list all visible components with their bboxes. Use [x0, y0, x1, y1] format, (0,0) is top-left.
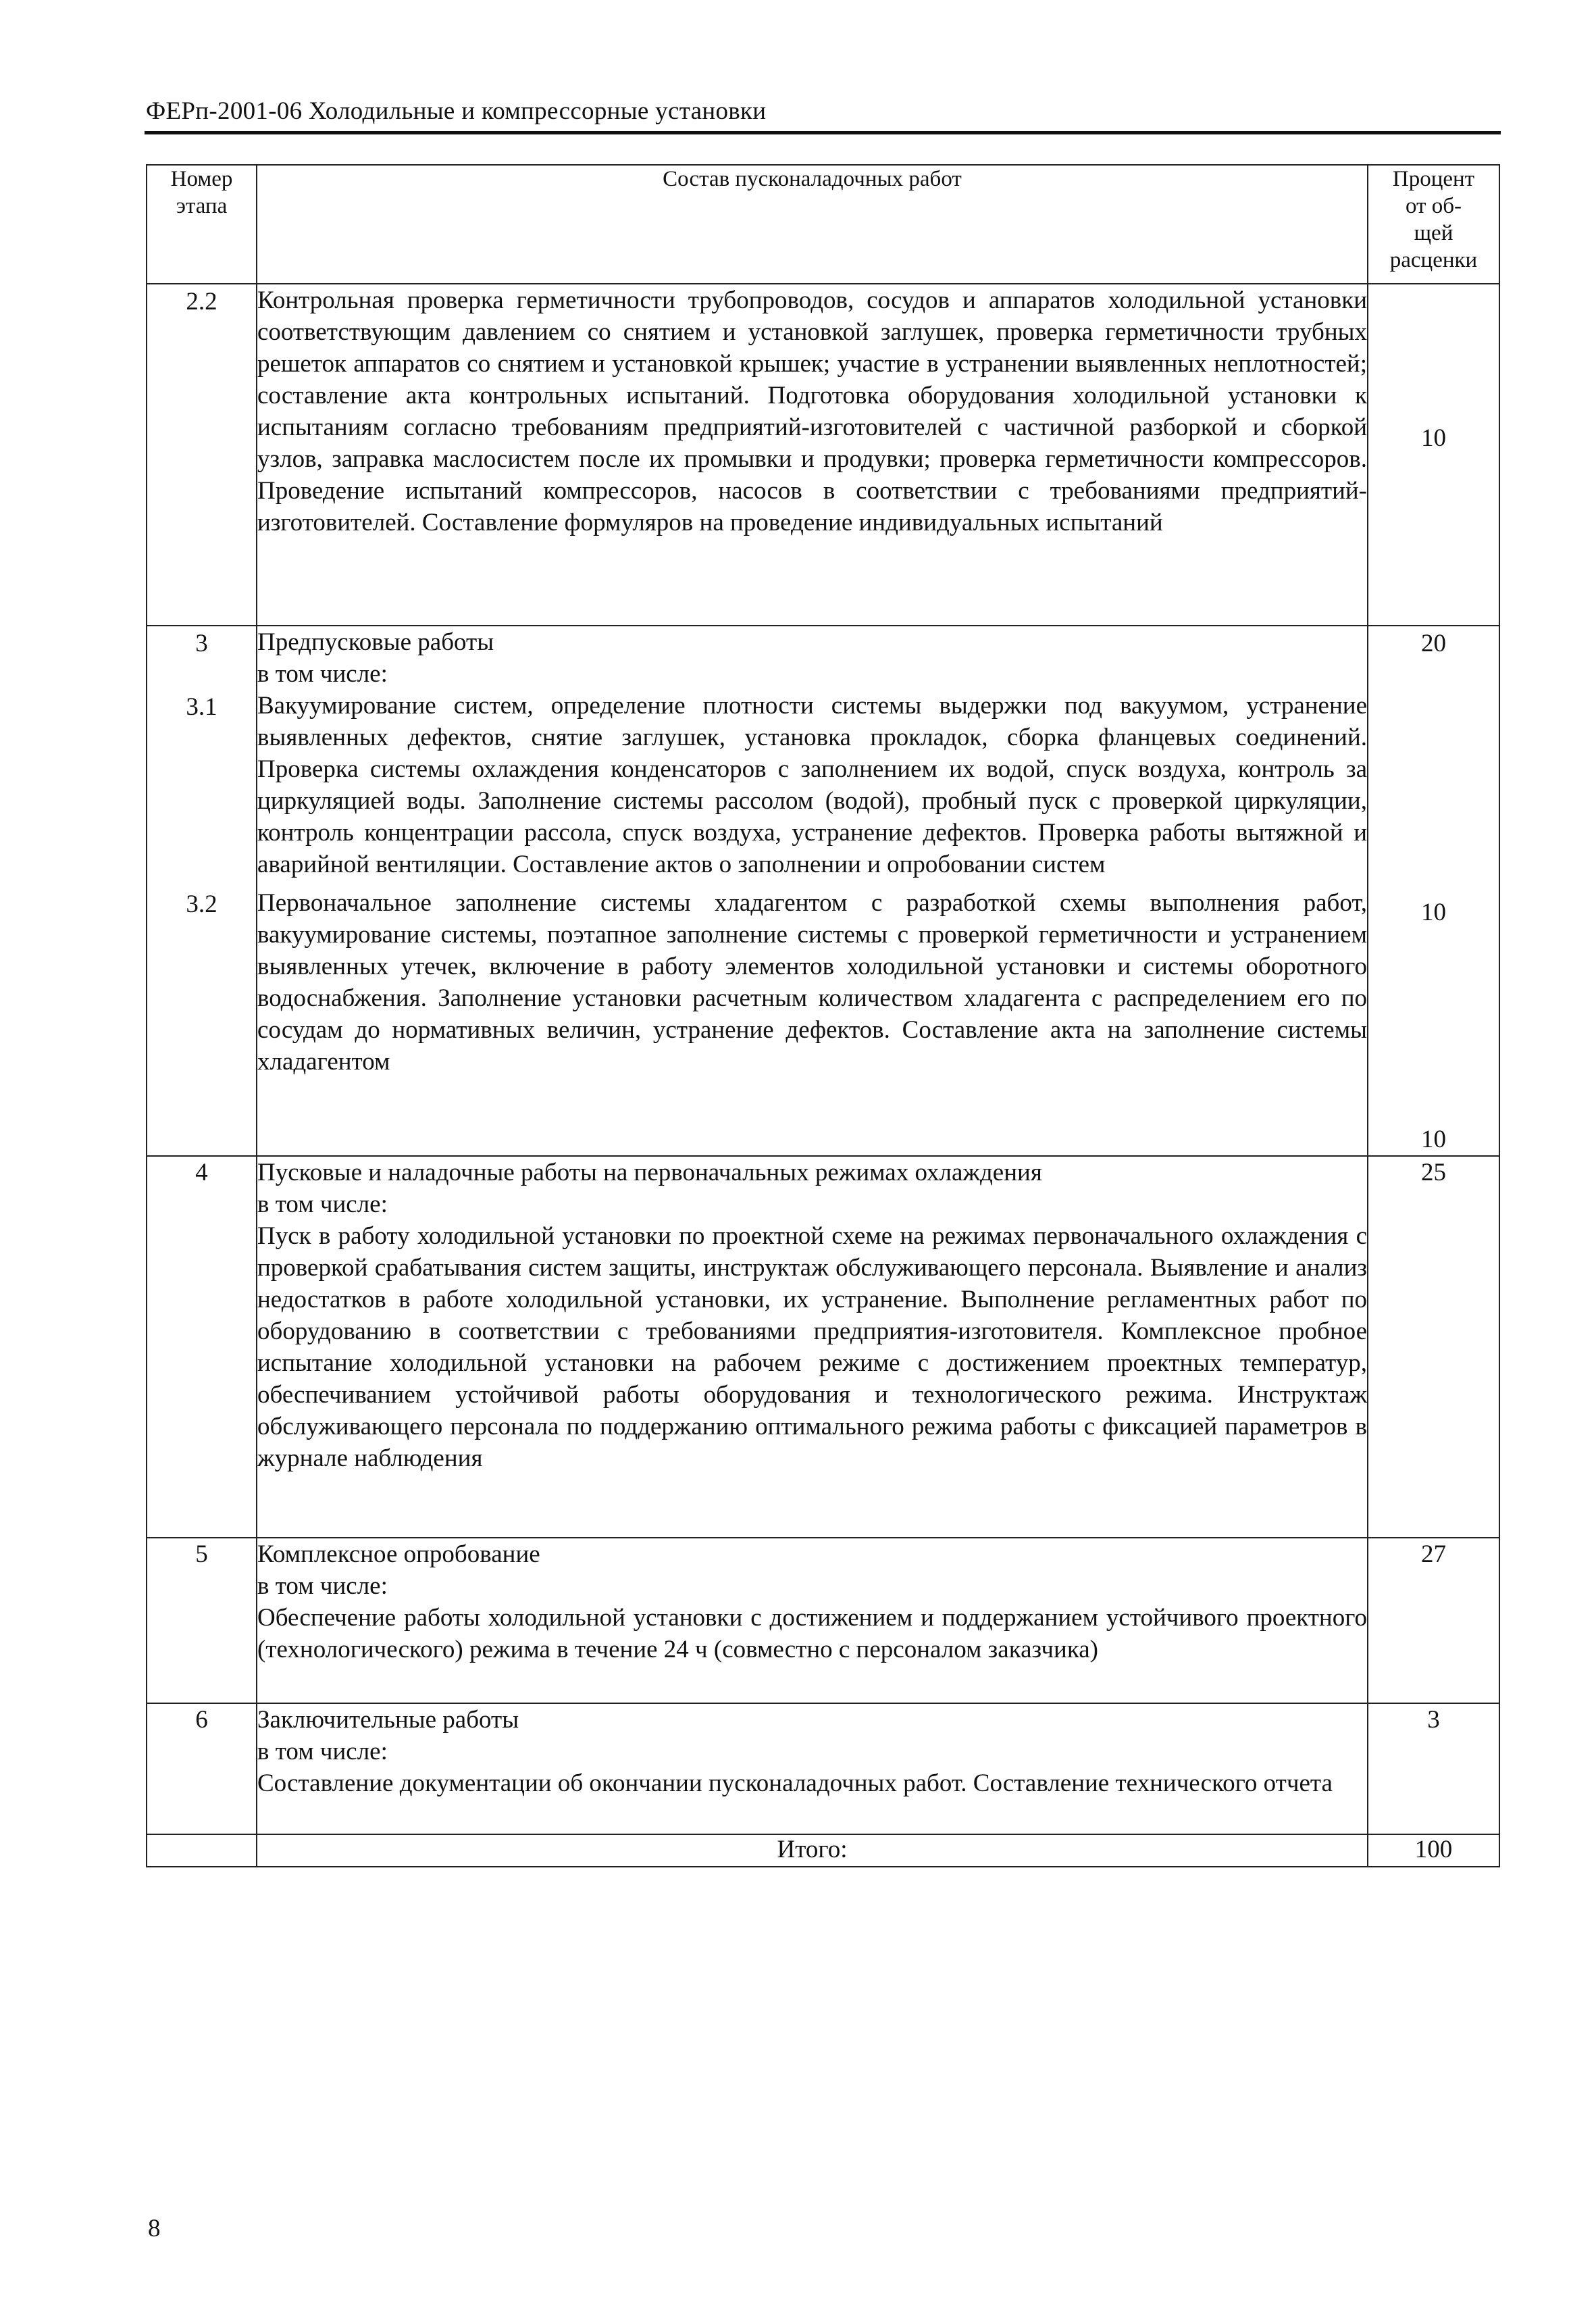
table-row — [147, 284, 1499, 626]
stage-description — [257, 1156, 1368, 1538]
header-stage-line: этапа — [176, 194, 228, 218]
stage-number: 2.2 — [147, 284, 257, 626]
substage-number: 3.1 — [186, 693, 217, 721]
header-percent-line: от об- — [1405, 194, 1462, 218]
including-label: в том числе: — [257, 1572, 388, 1600]
table-row — [147, 1156, 1499, 1538]
table-row — [147, 626, 1499, 1156]
stage-description — [257, 626, 1368, 1156]
substage-text: Вакуумирование систем, определение плотности системы выдержки под вакуумом, устранение выявленных дефектов, снятие заглушек, установка прокладок, сборка фланцевых соединений. Проверка системы охлаждения конденсаторов с заполнением их водой, спуск воздуха, контроль за циркуляцией воды. Заполнение системы рассолом (водой), пробный пуск с проверкой циркуляции, контроль концентрации рассола, спуск воздуха, устранение дефектов. Проверка работы вытяжной и аварийной вентиляции. Составление актов о заполнении и опробовании систем — [257, 692, 1367, 878]
stage-description — [257, 1703, 1368, 1834]
table-row — [147, 1703, 1499, 1834]
table-row — [147, 1538, 1499, 1703]
header-percent-line: щей — [1414, 221, 1453, 245]
header-percent-line: Процент — [1392, 167, 1475, 191]
table-header-row — [147, 165, 1499, 284]
stage-percent-cell — [1368, 626, 1499, 1156]
stage-description — [257, 1538, 1368, 1703]
including-label: в том числе: — [257, 1738, 388, 1765]
substage-text: Первоначальное заполнение системы хладагентом с разработкой схемы выполнения работ, вакуумирование системы, поэтапное заполнение системы с проверкой герметичности и устранением выявленных утечек, включение в работу элементов холодильной установки и системы оборотного водоснабжения. Заполнение установки расчетным количеством хладагента с распределением его по сосудам до нормативных величин, устранение дефектов. Составление акта на заполнение системы хладагентом — [257, 889, 1367, 1076]
work-stages-table — [146, 164, 1500, 1867]
stage-description — [257, 284, 1368, 626]
header-title: ФЕРп-2001-06 Холодильные и компрессорные установки — [146, 97, 767, 125]
stage-title: Заключительные работы — [257, 1706, 519, 1734]
stage-number: 6 — [147, 1703, 257, 1834]
stage-number: 3 — [195, 630, 208, 657]
running-header — [145, 92, 1501, 134]
substage-percent: 10 — [1421, 899, 1446, 926]
stage-title: Комплексное опробование — [257, 1540, 540, 1568]
stage-percent: 25 — [1368, 1156, 1499, 1538]
stage-number-cell — [147, 626, 257, 1156]
header-percent-line: расценки — [1389, 248, 1478, 272]
page-number: 8 — [148, 2215, 161, 2242]
total-label: Итого: — [257, 1834, 1368, 1867]
stage-number: 4 — [147, 1156, 257, 1538]
stage-percent: 20 — [1421, 630, 1446, 657]
header-percent — [1368, 165, 1499, 284]
stage-text: Обеспечение работы холодильной установки с достижением и поддержанием устойчивого проектного (технологического) режима в течение 24 ч (совместно с персоналом заказчика) — [257, 1604, 1367, 1663]
substage-number: 3.2 — [186, 890, 217, 918]
stage-text: Пуск в работу холодильной установки по проектной схеме на режимах первоначального охлаждения с проверкой срабатывания систем защиты, инструктаж обслуживающего персонала. Выявление и анализ недостатков в работе холодильной установки, их устранение. Выполнение регламентных работ по оборудованию в соответствии с требованиями предприятия-изготовителя. Комплексное пробное испытание холодильной установки на рабочем режиме с достижением проектных температур, обеспечиванием устойчивой работы оборудования и технологического режима. Инструктаж обслуживающего персонала по поддержанию оптимального режима работы с фиксацией параметров в журнале наблюдения — [257, 1222, 1367, 1472]
header-stage-number — [147, 165, 257, 284]
total-row — [147, 1834, 1499, 1867]
total-empty-cell — [147, 1834, 257, 1867]
stage-text: Составление документации об окончании пусконаладочных работ. Составление технического отчета — [257, 1769, 1333, 1797]
stage-number: 5 — [147, 1538, 257, 1703]
total-value: 100 — [1368, 1834, 1499, 1867]
stage-percent: 27 — [1368, 1538, 1499, 1703]
stage-title: Предпусковые работы — [257, 628, 494, 656]
substage-percent: 10 — [1421, 1126, 1446, 1153]
stage-percent: 3 — [1368, 1703, 1499, 1834]
stage-text: Контрольная проверка герметичности трубопроводов, сосудов и аппаратов холодильной установки соответствующим давлением со снятием и установкой заглушек, проверка герметичности трубных решеток аппаратов со снятием и установкой крышек; участие в устранении выявленных неплотностей; составление акта контрольных испытаний. Подготовка оборудования холодильной установки к испытаниям согласно требованиям предприятий-изготовителей с частичной разборкой и сборкой узлов, заправка маслосистем после их промывки и продувки; проверка герметичности компрессоров. Проведение испытаний компрессоров, насосов в соответствии с требованиями предприятий-изготовителей. Составление формуляров на проведение индивидуальных испытаний — [257, 286, 1367, 536]
including-label: в том числе: — [257, 660, 388, 688]
header-stage-line: Номер — [170, 167, 233, 191]
header-work-composition: Состав пусконаладочных работ — [257, 165, 1368, 284]
including-label: в том числе: — [257, 1190, 388, 1218]
stage-percent: 10 — [1368, 284, 1499, 626]
stage-title: Пусковые и наладочные работы на первоначальных режимах охлаждения — [257, 1159, 1042, 1186]
